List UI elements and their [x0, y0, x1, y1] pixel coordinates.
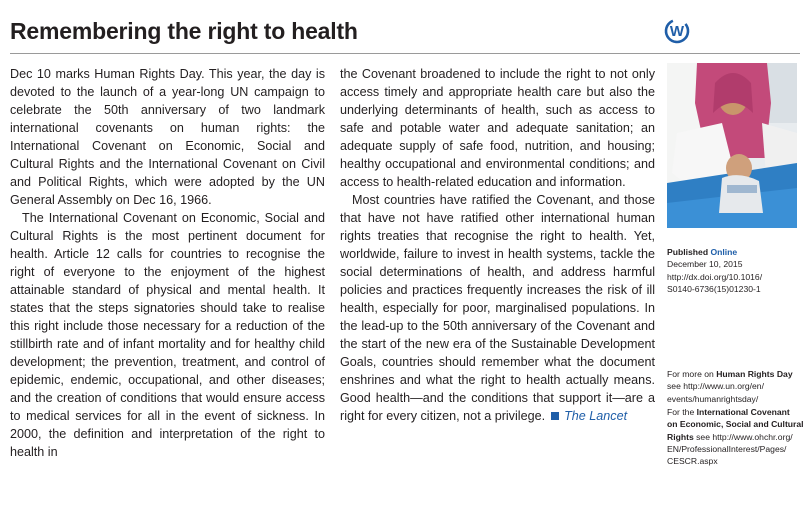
more-prefix: For more on: [667, 369, 714, 379]
published-info: [667, 246, 805, 295]
lancet-w-logo-icon: [664, 18, 690, 44]
more-link-end[interactable]: CESCR.aspx: [667, 456, 718, 467]
paragraph: the Covenant broadened to include the right to not only access timely and appropriate health care but also the underlying determinants of health, such as access to safe and potable water and adequate sanitation; an adequate supply of safe food, nutrition, and housing; healthy occupational and environmental conditions; and access to health-related education and information.: [340, 67, 655, 189]
paragraph: [340, 191, 655, 425]
more-prefix: For the: [667, 407, 695, 417]
article-column-2: [340, 65, 655, 425]
signature: [549, 409, 628, 423]
title-divider: [10, 53, 800, 54]
more-link-continued[interactable]: events/humanrightsday/: [667, 393, 759, 404]
more-link[interactable]: see http://www.ohchr.org/: [693, 431, 793, 442]
doi-link-continued[interactable]: S0140-6736(15)01230-1: [667, 283, 761, 294]
more-topic-end: Rights: [667, 431, 694, 442]
paragraph: The International Covenant on Economic, Social and Cultural Rights is the most pertinent document for health. Article 12 calls for countries to recognise the right of everyone to the enjoyment of the highest attainable standard of physical and mental health. It states that the steps signatories should take to realise this right include those necessary for a reduction of the stillbirth rate and of infant mortality and for healthy child development; the prevention, treatment, and control of epidemic, endemic, occupational, and other diseases; and the creation of conditions that would ensure access to medical services for all in the event of sickness. In 2000, the definition and interpretation of the right to health in: [10, 211, 325, 459]
more-info-covenant: [667, 406, 805, 467]
published-date: December 10, 2015: [667, 259, 743, 270]
article-column-1: [10, 65, 325, 461]
more-link-continued[interactable]: EN/ProfessionalInterest/Pages/: [667, 443, 787, 454]
photo-credit: Essam Omran Al-Fetori/Reuters/Corbis: [798, 115, 805, 228]
more-topic: International Covenant: [696, 407, 790, 417]
signature-text: The Lancet: [564, 409, 628, 423]
published-label: Published: [667, 247, 709, 257]
paragraph-text: Most countries have ratified the Covenant, and those that have not have ratified other international human rights treaties that recognise the right to health. Yet, worldwide, failure to invest in health systems, tackle the social determinations of health, and address harmful policies and practices frequently increases the risk of ill health, especially for poor, marginalised populations. In the lead-up to the 50th anniversary of the Covenant and the start of the new era of the Sustainable Development Goals, countries should remember what the document enshrines and what the right to health actually means. Good health—and the conditions that support it—are a right for every citizen, not a privilege.: [340, 193, 655, 423]
paragraph: Dec 10 marks Human Rights Day. This year, the day is devoted to the launch of a year-long UN campaign to celebrate the 50th anniversary of two landmark international covenants on human rights: the International Covenant on Economic, Social and Cultural Rights and the International Covenant on Civil and Political Rights, which were adopted by the UN General Assembly on Dec 16, 1966.: [10, 67, 325, 207]
article-title: Remembering the right to health: [10, 18, 358, 44]
more-link[interactable]: see http://www.un.org/en/: [667, 381, 764, 392]
more-topic-continued: on Economic, Social and Cultural: [667, 419, 804, 430]
published-online: Online: [710, 247, 738, 257]
end-square-icon: [551, 412, 559, 420]
svg-text:W: W: [669, 23, 685, 40]
doi-link[interactable]: http://dx.doi.org/10.1016/: [667, 271, 763, 282]
more-topic: Human Rights Day: [716, 369, 793, 379]
more-info-human-rights-day: [667, 368, 805, 405]
